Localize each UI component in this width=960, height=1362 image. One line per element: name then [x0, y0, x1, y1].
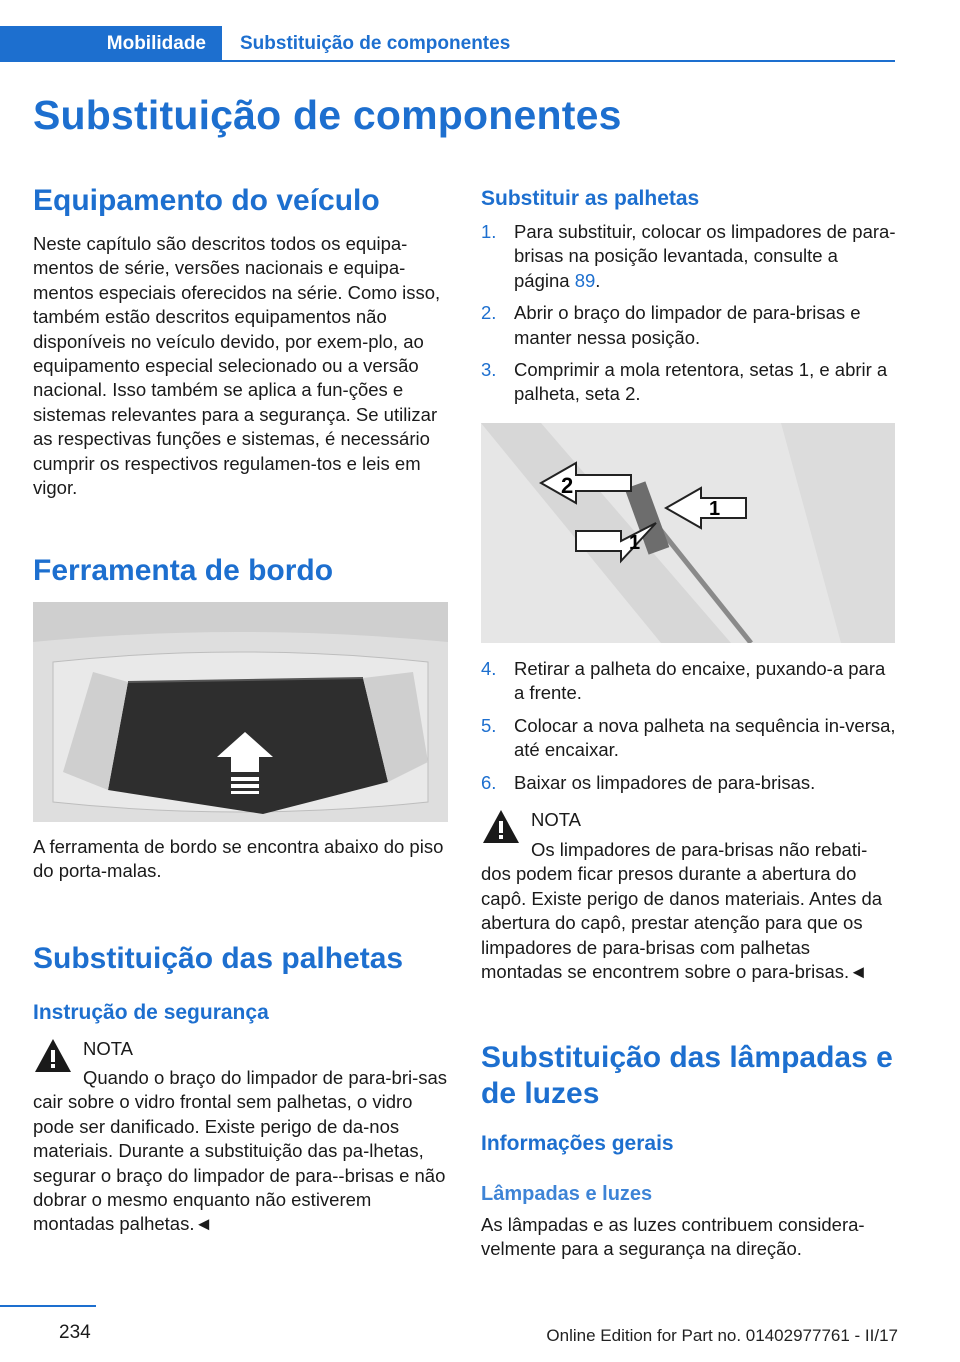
step-number: 1. [481, 221, 497, 242]
header-bar [0, 26, 895, 62]
step-item [481, 714, 896, 763]
wiper-image [481, 423, 895, 643]
step-item [481, 771, 896, 795]
tools-text: A ferramenta de bordo se encontra abaixo do piso do porta-malas. [33, 836, 444, 882]
step-item [481, 657, 896, 706]
step-text: Para substituir, colocar os limpadores de para-brisas na posição levantada, consulte a página [514, 221, 896, 291]
equip-text: Neste capítulo são descritos todos os equipa-mentos de série, versões nacionais e equipa-mentos especiais oferecidos na série. Como isso, também estão descritos equipamentos não disponíveis no veículo devido, por exem-plo, ao equipamento especial selecionado ou a versão nacional. Isso também se aplica a fun-ções e sistemas relevantes para a segurança. Se utilizar as respectivas funções e sistemas, é necessário cumprir os respectivos regulamen-tos e leis em vigor. [33, 233, 441, 499]
page-link[interactable]: 89 [574, 269, 596, 291]
wiper-heading: Substituição das palhetas [33, 942, 404, 975]
step-text-end: . [595, 269, 601, 291]
step-text: Abrir o braço do limpador de para-brisas e manter nessa posição. [514, 302, 861, 348]
step-item [481, 358, 896, 407]
page-number: 234 [59, 1322, 91, 1343]
info-heading: Informações gerais [481, 1132, 674, 1155]
step-text: Retirar a palheta do encaixe, puxando-a para a frente. [514, 658, 886, 704]
tools-heading: Ferramenta de bordo [33, 554, 334, 587]
steps-list-b [481, 657, 896, 795]
lamps-subheading: Lâmpadas e luzes [481, 1183, 653, 1205]
step-text: Colocar a nova palheta na sequência in-versa, até encaixar. [514, 714, 896, 761]
page-title: Substituição de componentes [33, 92, 622, 138]
step-text: Comprimir a mola retentora, setas 1, e abrir a palheta, seta 2. [514, 359, 888, 405]
lamps-heading: Substituição das lâmpadas e de luzes [481, 1041, 893, 1110]
arrow-label-1b: 1 [629, 532, 641, 554]
step-item [481, 301, 896, 350]
replace-heading: Substituir as palhetas [481, 187, 700, 210]
note-text-right: Os limpadores de para-brisas não rebati-dos podem ficar presos durante a abertura do capô. Existe perigo de danos materiais. Antes da abertura do capô, prestar atenção para que os limpadores de para-brisas com palhetas montadas se encontrem sobre o para-brisas.◄ [481, 839, 883, 983]
section-tab[interactable]: Mobilidade [0, 26, 222, 62]
header-divider [222, 60, 895, 62]
note-label: NOTA [531, 809, 582, 830]
step-number: 4. [481, 658, 497, 679]
edition-text: Online Edition for Part no. 01402977761 - II/17 [546, 1326, 898, 1345]
step-number: 6. [481, 771, 497, 793]
steps-list-a [481, 220, 896, 407]
step-number: 3. [481, 359, 497, 381]
arrow-label-2: 2 [561, 473, 574, 498]
footer-divider [0, 1305, 96, 1307]
trunk-image [33, 602, 448, 822]
note-text-left: Quando o braço do limpador de para-bri-sas cair sobre o vidro frontal sem palhetas, o vidro pode ser danificado. Existe perigo de da-nos materiais. Durante a substituição das pa-lhetas, segurar o braço do limpador de para--brisas e não dobrar o mesmo enquanto não estiverem montadas palhetas.◄ [33, 1067, 448, 1235]
lamps-text: As lâmpadas e as luzes contribuem considera-velmente para a segurança na direção. [481, 1214, 865, 1260]
step-number: 5. [481, 714, 497, 736]
step-item [481, 220, 896, 293]
equip-heading: Equipamento do veículo [33, 184, 380, 217]
step-text: Baixar os limpadores de para-brisas. [514, 771, 816, 793]
step-number: 2. [481, 302, 497, 324]
breadcrumb[interactable]: Substituição de componentes [240, 33, 511, 54]
safety-heading: Instrução de segurança [33, 1001, 269, 1024]
arrow-label-1a: 1 [709, 498, 721, 520]
note-label: NOTA [83, 1038, 134, 1059]
